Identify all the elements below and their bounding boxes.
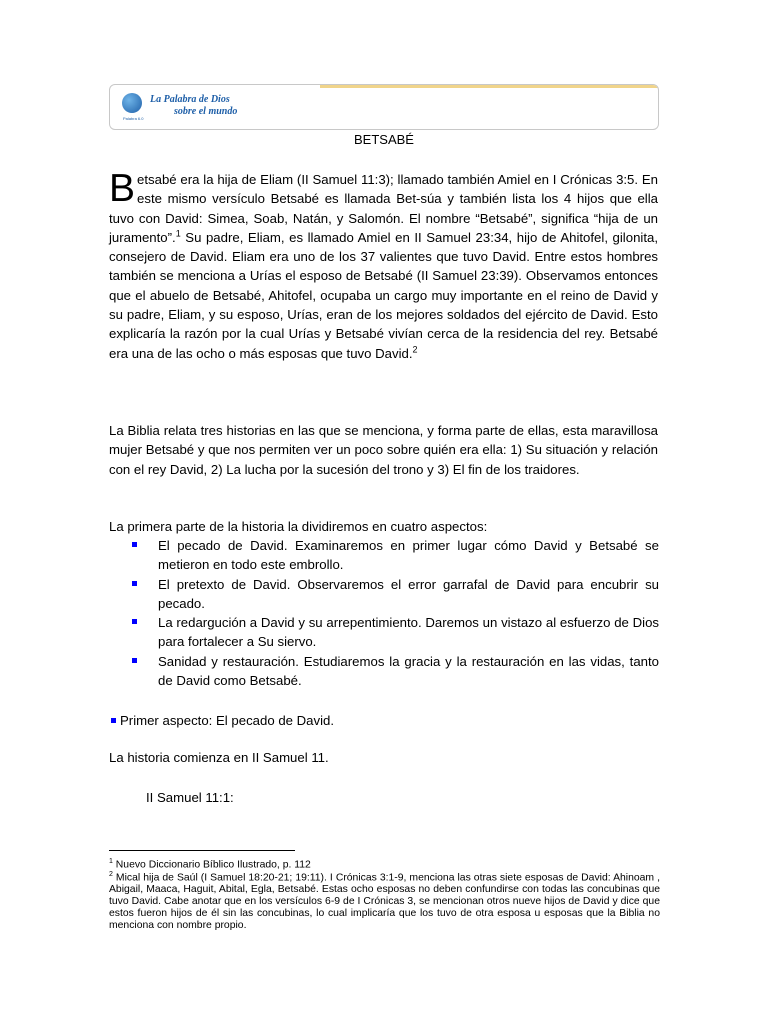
paragraph-aspects-intro: La primera parte de la historia la dividiremos en cuatro aspectos: (109, 519, 488, 534)
list-item-text: El pecado de David. Examinaremos en primer lugar cómo David y Betsabé se metieron en todo este embrollo. (158, 538, 659, 573)
aspect-heading-text: Primer aspecto: El pecado de David. (120, 713, 335, 728)
list-item (130, 613, 659, 652)
paragraph-intro (109, 167, 658, 363)
intro-text-a: etsabé era la hija de Eliam (II Samuel 11:3); llamado también Amiel en I Crónicas 3:5. En este mismo versículo Betsabé es llamada Bet-súa y también lista los 4 hijos que ella tuvo con David: Simea, Soab, Natán, y Salomón. El nombre “Betsabé”, significa “hija de un juramento”. (109, 172, 658, 245)
header-accent-bar (320, 85, 658, 88)
footnote-ref-1[interactable]: 1 (175, 228, 181, 239)
paragraph-story-start: La historia comienza en II Samuel 11. (109, 750, 329, 765)
logo (122, 91, 272, 123)
footnote-1-number: 1 (109, 858, 113, 865)
aspects-list (130, 536, 659, 690)
list-item-text: El pretexto de David. Observaremos el error garrafal de David para encubrir su pecado. (158, 576, 659, 611)
globe-icon (122, 93, 142, 113)
logo-tagline: Palabra 6.0 (123, 116, 144, 121)
list-item (130, 575, 659, 614)
bullet-square-icon (132, 581, 137, 586)
paragraph-stories: La Biblia relata tres historias en las que se menciona, y forma parte de ellas, esta maravillosa mujer Betsabé y que nos permiten ver un poco sobre quién era ella: 1) Su situación y relación con el rey David, 2) La lucha por la sucesión del trono y 3) El fin de los traidores. (109, 423, 658, 477)
bullet-square-icon (132, 542, 137, 547)
bullet-square-icon (132, 658, 137, 663)
drop-cap: B (109, 167, 136, 210)
logo-line-2: sobre el mundo (174, 106, 238, 117)
footnote-2 (109, 869, 660, 932)
verse-reference: II Samuel 11:1: (146, 790, 234, 805)
list-item (130, 652, 659, 691)
footnote-2-text: Mical hija de Saúl (I Samuel 18:20-21; 19:11). I Crónicas 3:1-9, menciona las otras siete esposas de David: Ahinoam , Abigail, Maaca, Haguit, Abital, Egla, Betsabé. Estas ocho esposas no deben confundirse con todas las concubinas que tuvo David. Cabe anotar que en los versículos 6-9 de I Crónicas 3, se mencionan otros nueve hijos de David y dice que estos fueron hijos de él sin las concubinas, lo cual implicaría que los tuvo de otra esposa u esposas que la Biblia no menciona con nombre propio. (109, 872, 660, 932)
aspect-heading (109, 711, 334, 730)
logo-line-1: La Palabra de Dios (150, 94, 230, 105)
list-item-text: La redargución a David y su arrepentimiento. Daremos un vistazo al esfuerzo de Dios para fortalecer a Su siervo. (158, 615, 659, 650)
list-item-text: Sanidad y restauración. Estudiaremos la gracia y la restauración en las vidas, tanto de David como Betsabé. (158, 653, 659, 689)
footnote-ref-2[interactable]: 2 (412, 344, 418, 355)
list-item (130, 536, 659, 575)
footnote-divider (109, 850, 295, 851)
bullet-square-icon (132, 619, 137, 624)
footnote-1-text: Nuevo Diccionario Bíblico Ilustrado, p. 112 (112, 859, 311, 871)
bullet-square-icon (111, 718, 116, 723)
page-title: BETSABÉ (354, 132, 414, 147)
intro-text-b: Su padre, Eliam, es llamado Amiel en II Samuel 23:34, hijo de Ahitofel, gilonita, consejero de David. Eliam era uno de los 37 valientes que tuvo David. Entre estos hombres también se menciona a Urías el esposo de Betsabé (II Samuel 23:39). Observamos entonces que el abuelo de Betsabé, Ahitofel, ocupaba un cargo muy importante en el reino de David y su padre, Eliam, y su esposo, Urías, eran de los mejores soldados del ejército de David. Esto explicaría la razón por la cual Urías y Betsabé vivían cerca de la residencia del rey. Betsabé era una de las ocho o más esposas que tuvo David. (109, 229, 658, 361)
footnote-2-number: 2 (109, 871, 113, 878)
